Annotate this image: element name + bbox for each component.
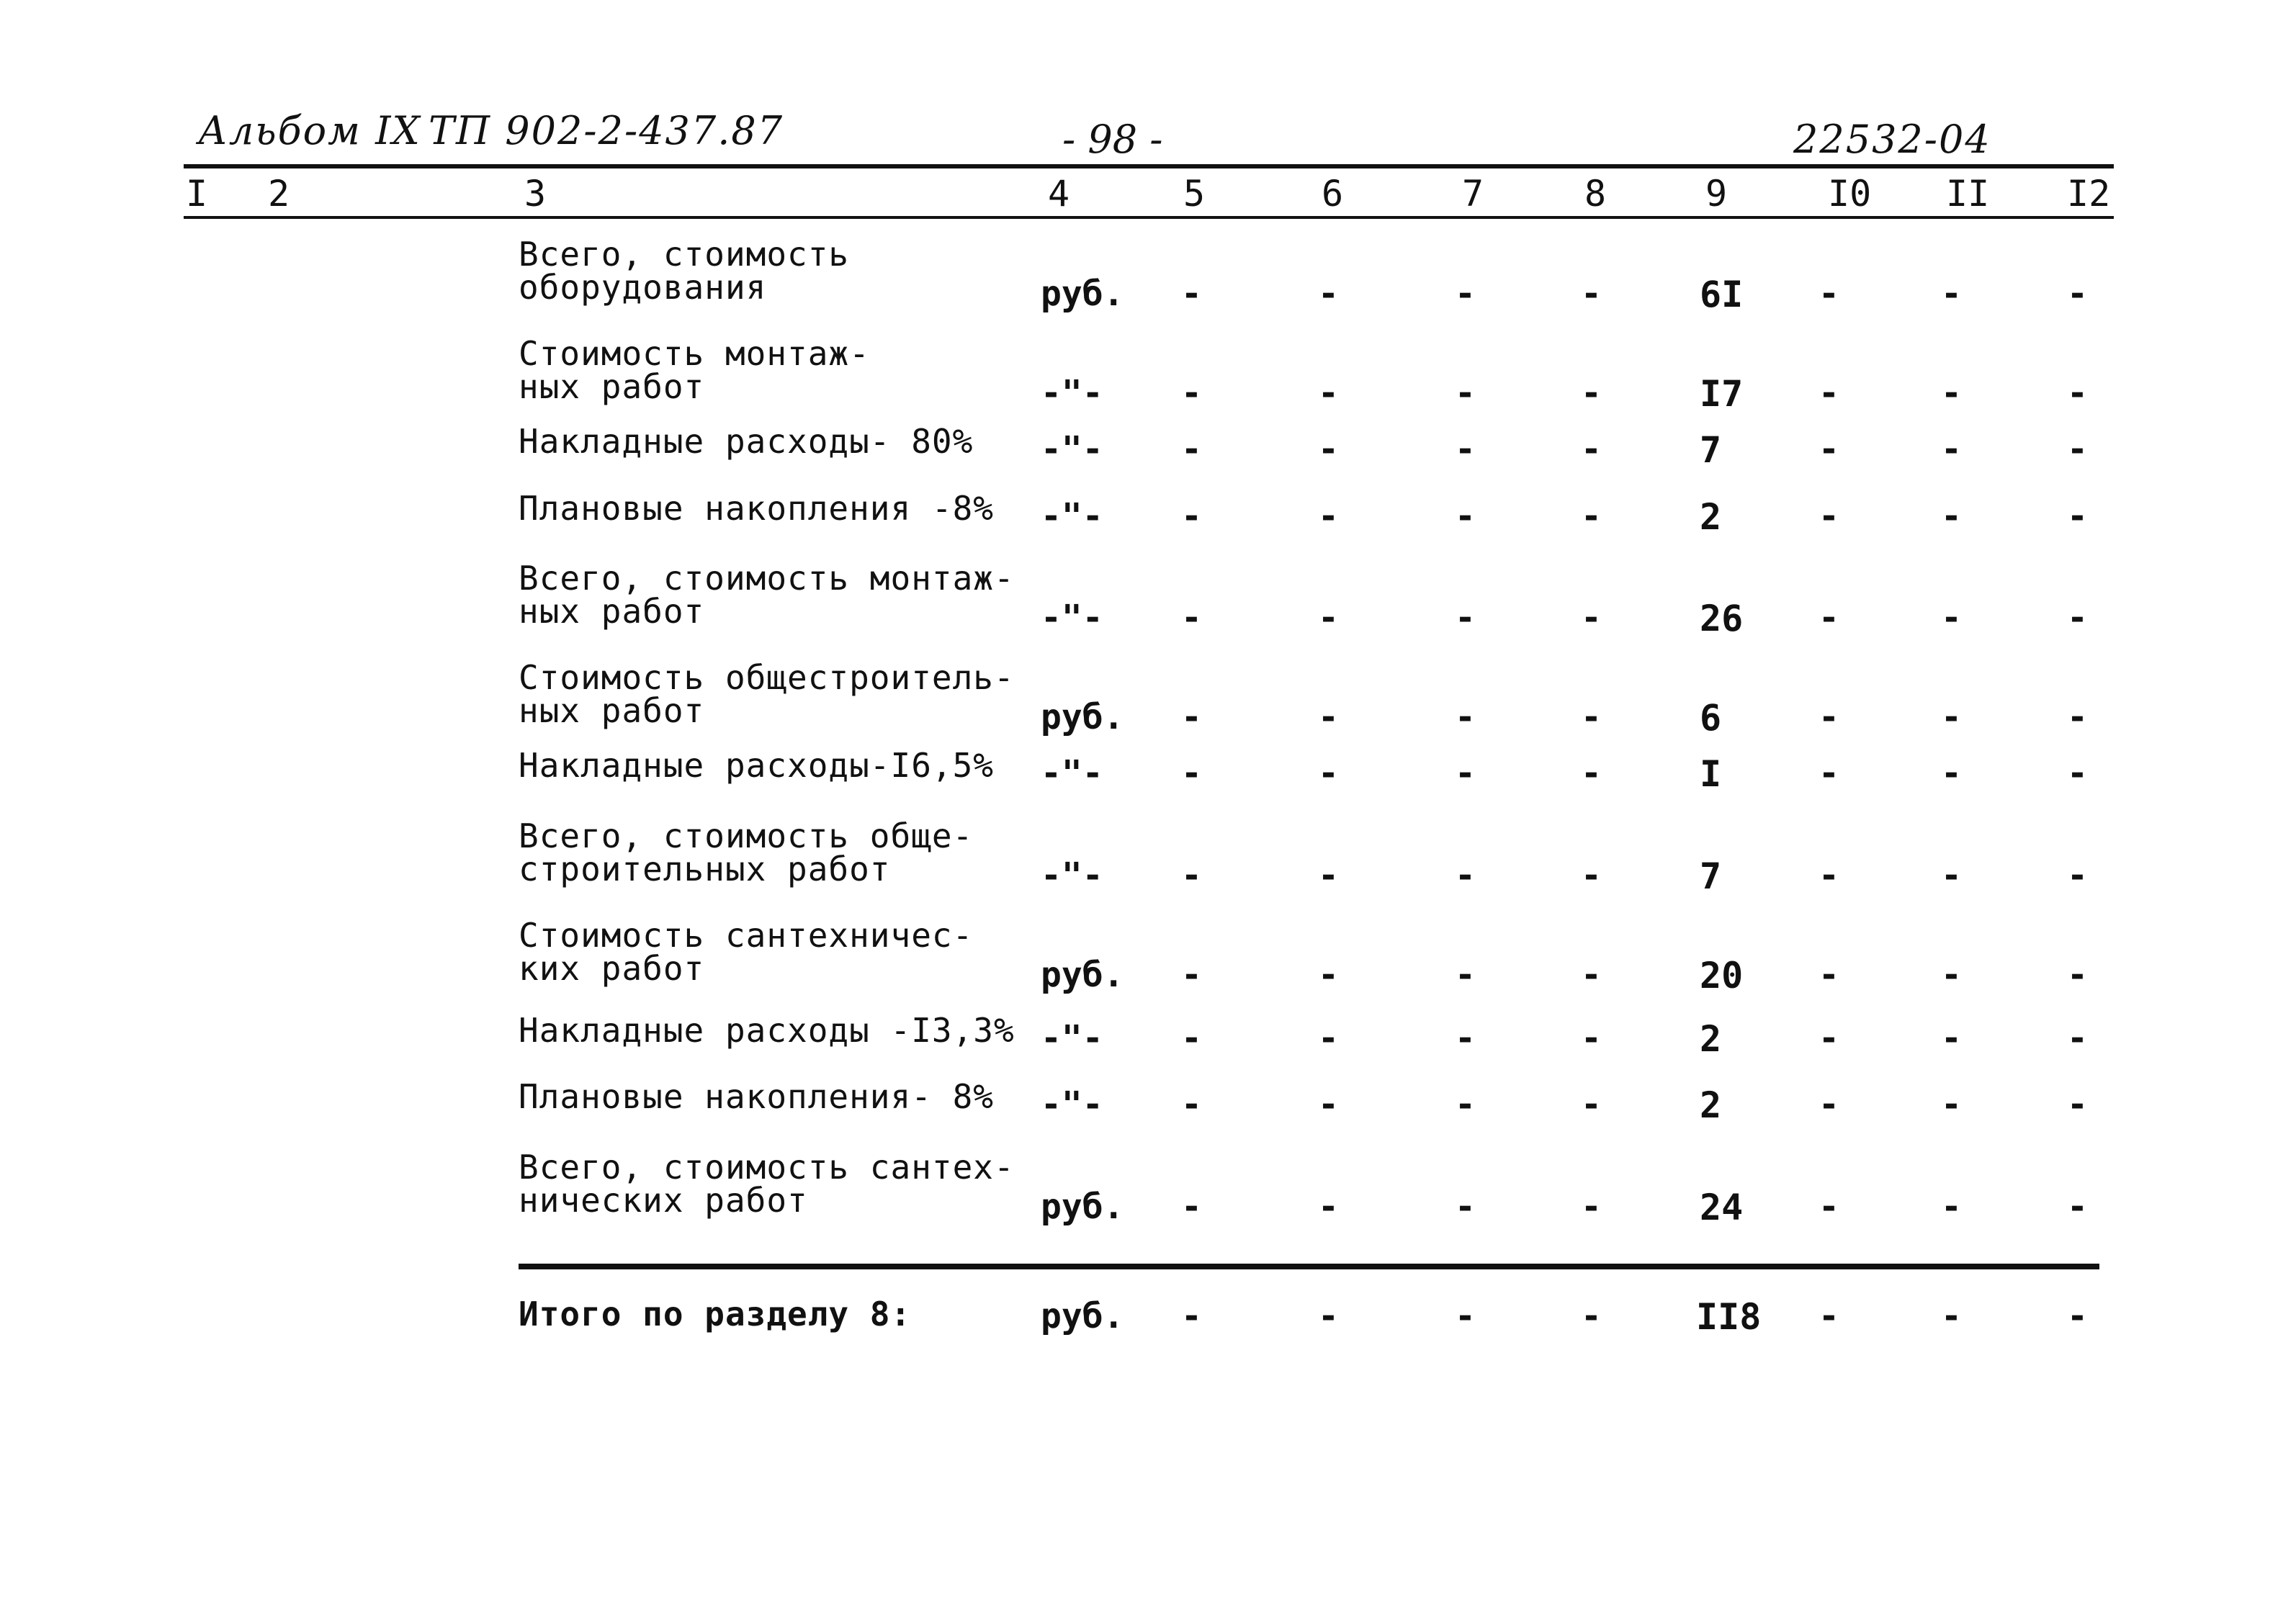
row-description: Накладные расходы -I3,3% xyxy=(519,1011,1015,1050)
row-unit: -"- xyxy=(1041,598,1103,638)
top-rule xyxy=(184,164,2114,168)
row-description: Всего, стоимость монтаж- ных работ xyxy=(519,559,1015,631)
row-col6: - xyxy=(1318,1018,1339,1058)
table-row xyxy=(0,559,2296,648)
row-col12: - xyxy=(2067,753,2088,793)
row-col5: - xyxy=(1181,955,1202,995)
column-header-rule xyxy=(184,216,2114,219)
row-col9: 6 xyxy=(1700,697,1722,739)
row-unit: -"- xyxy=(1041,496,1103,536)
row-col6: - xyxy=(1318,274,1339,314)
row-col5: - xyxy=(1181,753,1202,793)
row-col8: - xyxy=(1581,274,1602,314)
column-number-10: I0 xyxy=(1828,173,1872,215)
table-row xyxy=(0,1148,2296,1237)
row-col12: - xyxy=(2067,855,2088,896)
row-description: Всего, стоимость оборудования xyxy=(519,235,850,307)
row-description: Плановые накопления -8% xyxy=(519,489,994,528)
row-description: Всего, стоимость сантех- нических работ xyxy=(519,1148,1015,1220)
row-col11: - xyxy=(1941,373,1962,413)
row-col5: - xyxy=(1181,697,1202,737)
row-col12: - xyxy=(2067,1018,2088,1058)
row-col11: - xyxy=(1941,274,1962,314)
row-unit: руб. xyxy=(1041,697,1124,737)
row-unit: -"- xyxy=(1041,429,1103,469)
column-number-7: 7 xyxy=(1462,173,1484,215)
row-col6: - xyxy=(1318,1084,1339,1125)
column-number-6: 6 xyxy=(1322,173,1344,215)
row-col9: 2 xyxy=(1700,1018,1722,1060)
row-unit: руб. xyxy=(1041,1187,1124,1227)
row-col7: - xyxy=(1455,496,1476,536)
row-col9: 7 xyxy=(1700,855,1722,897)
total-label: Итого по разделу 8: xyxy=(519,1295,912,1333)
column-number-3: 3 xyxy=(524,173,547,215)
project-code: ТП 902-2-437.87 xyxy=(429,108,784,153)
column-number-4: 4 xyxy=(1048,173,1070,215)
row-col6: - xyxy=(1318,955,1339,995)
row-description: Стоимость монтаж- ных работ xyxy=(519,334,870,406)
row-description: Плановые накопления- 8% xyxy=(519,1077,994,1116)
total-col10: - xyxy=(1819,1296,1839,1336)
row-col12: - xyxy=(2067,598,2088,638)
table-row xyxy=(0,334,2296,423)
column-number-2: 2 xyxy=(268,173,290,215)
total-col6: - xyxy=(1318,1296,1339,1336)
row-col7: - xyxy=(1455,697,1476,737)
row-description: Всего, стоимость обще- строительных работ xyxy=(519,817,974,889)
row-col8: - xyxy=(1581,753,1602,793)
row-col11: - xyxy=(1941,598,1962,638)
row-col6: - xyxy=(1318,855,1339,896)
row-description: Накладные расходы- 80% xyxy=(519,422,974,461)
row-col12: - xyxy=(2067,274,2088,314)
row-col7: - xyxy=(1455,598,1476,638)
row-col6: - xyxy=(1318,1187,1339,1227)
row-col7: - xyxy=(1455,1084,1476,1125)
row-col5: - xyxy=(1181,496,1202,536)
row-col8: - xyxy=(1581,496,1602,536)
column-number-5: 5 xyxy=(1183,173,1206,215)
row-col10: - xyxy=(1819,373,1839,413)
row-col7: - xyxy=(1455,429,1476,469)
album-label: Альбом IX xyxy=(198,108,421,153)
row-unit: -"- xyxy=(1041,1084,1103,1125)
column-number-8: 8 xyxy=(1584,173,1607,215)
total-col5: - xyxy=(1181,1296,1202,1336)
row-col7: - xyxy=(1455,373,1476,413)
row-col8: - xyxy=(1581,598,1602,638)
row-col10: - xyxy=(1819,274,1839,314)
total-col7: - xyxy=(1455,1296,1476,1336)
row-col7: - xyxy=(1455,955,1476,995)
row-col10: - xyxy=(1819,955,1839,995)
row-col9: 24 xyxy=(1700,1187,1744,1228)
column-number-9: 9 xyxy=(1705,173,1728,215)
row-col11: - xyxy=(1941,1018,1962,1058)
row-col8: - xyxy=(1581,855,1602,896)
row-col9: 20 xyxy=(1700,955,1744,997)
total-col8: - xyxy=(1581,1296,1602,1336)
row-col5: - xyxy=(1181,855,1202,896)
total-col11: - xyxy=(1941,1296,1962,1336)
column-number-12: I2 xyxy=(2067,173,2111,215)
row-col7: - xyxy=(1455,855,1476,896)
row-col5: - xyxy=(1181,1084,1202,1125)
row-col6: - xyxy=(1318,753,1339,793)
row-col7: - xyxy=(1455,274,1476,314)
table-row xyxy=(0,819,2296,906)
row-col5: - xyxy=(1181,373,1202,413)
row-col8: - xyxy=(1581,1018,1602,1058)
row-col8: - xyxy=(1581,373,1602,413)
row-col5: - xyxy=(1181,274,1202,314)
document-code: 22532-04 xyxy=(1793,117,1991,162)
row-col10: - xyxy=(1819,697,1839,737)
table-row xyxy=(0,916,2296,1005)
row-col7: - xyxy=(1455,753,1476,793)
row-col10: - xyxy=(1819,598,1839,638)
row-col12: - xyxy=(2067,496,2088,536)
total-row xyxy=(0,1289,2296,1375)
row-description: Накладные расходы-I6,5% xyxy=(519,746,994,785)
row-col8: - xyxy=(1581,1084,1602,1125)
row-col6: - xyxy=(1318,697,1339,737)
row-unit: руб. xyxy=(1041,274,1124,314)
table-row xyxy=(0,658,2296,747)
row-col8: - xyxy=(1581,697,1602,737)
row-col11: - xyxy=(1941,429,1962,469)
row-col10: - xyxy=(1819,1084,1839,1125)
row-col6: - xyxy=(1318,496,1339,536)
row-col9: I7 xyxy=(1700,373,1744,415)
row-col10: - xyxy=(1819,1018,1839,1058)
row-col9: 26 xyxy=(1700,598,1744,639)
row-col5: - xyxy=(1181,1187,1202,1227)
row-col10: - xyxy=(1819,429,1839,469)
row-col8: - xyxy=(1581,955,1602,995)
row-col12: - xyxy=(2067,1187,2088,1227)
total-unit: руб. xyxy=(1041,1296,1124,1336)
row-description: Стоимость сантехничес- ких работ xyxy=(519,916,974,988)
row-col5: - xyxy=(1181,429,1202,469)
row-col9: 7 xyxy=(1700,429,1722,471)
row-description: Стоимость общестроитель- ных работ xyxy=(519,658,1015,730)
row-col8: - xyxy=(1581,1187,1602,1227)
row-col12: - xyxy=(2067,1084,2088,1125)
row-col10: - xyxy=(1819,753,1839,793)
row-unit: руб. xyxy=(1041,955,1124,995)
column-number-11: II xyxy=(1946,173,1990,215)
row-col10: - xyxy=(1819,496,1839,536)
page-number: - 98 - xyxy=(1062,117,1163,162)
row-col9: 6I xyxy=(1700,274,1744,315)
row-col8: - xyxy=(1581,429,1602,469)
row-col6: - xyxy=(1318,429,1339,469)
row-col12: - xyxy=(2067,697,2088,737)
row-unit: -"- xyxy=(1041,855,1103,896)
row-col11: - xyxy=(1941,496,1962,536)
row-col9: I xyxy=(1700,753,1722,795)
table-row xyxy=(0,235,2296,324)
row-col11: - xyxy=(1941,855,1962,896)
row-col10: - xyxy=(1819,1187,1839,1227)
row-col7: - xyxy=(1455,1018,1476,1058)
row-unit: -"- xyxy=(1041,753,1103,793)
row-col6: - xyxy=(1318,373,1339,413)
row-col7: - xyxy=(1455,1187,1476,1227)
row-col11: - xyxy=(1941,753,1962,793)
row-col6: - xyxy=(1318,598,1339,638)
row-col11: - xyxy=(1941,1187,1962,1227)
row-unit: -"- xyxy=(1041,1018,1103,1058)
row-col11: - xyxy=(1941,697,1962,737)
row-col5: - xyxy=(1181,1018,1202,1058)
total-col12: - xyxy=(2067,1296,2088,1336)
row-col12: - xyxy=(2067,373,2088,413)
row-col9: 2 xyxy=(1700,496,1722,538)
row-col9: 2 xyxy=(1700,1084,1722,1126)
row-col12: - xyxy=(2067,955,2088,995)
row-col10: - xyxy=(1819,855,1839,896)
row-col5: - xyxy=(1181,598,1202,638)
column-number-1: I xyxy=(186,173,208,215)
row-col11: - xyxy=(1941,1084,1962,1125)
row-unit: -"- xyxy=(1041,373,1103,413)
row-col12: - xyxy=(2067,429,2088,469)
row-col11: - xyxy=(1941,955,1962,995)
total-rule xyxy=(519,1264,2099,1269)
total-col9: II8 xyxy=(1696,1296,1762,1338)
